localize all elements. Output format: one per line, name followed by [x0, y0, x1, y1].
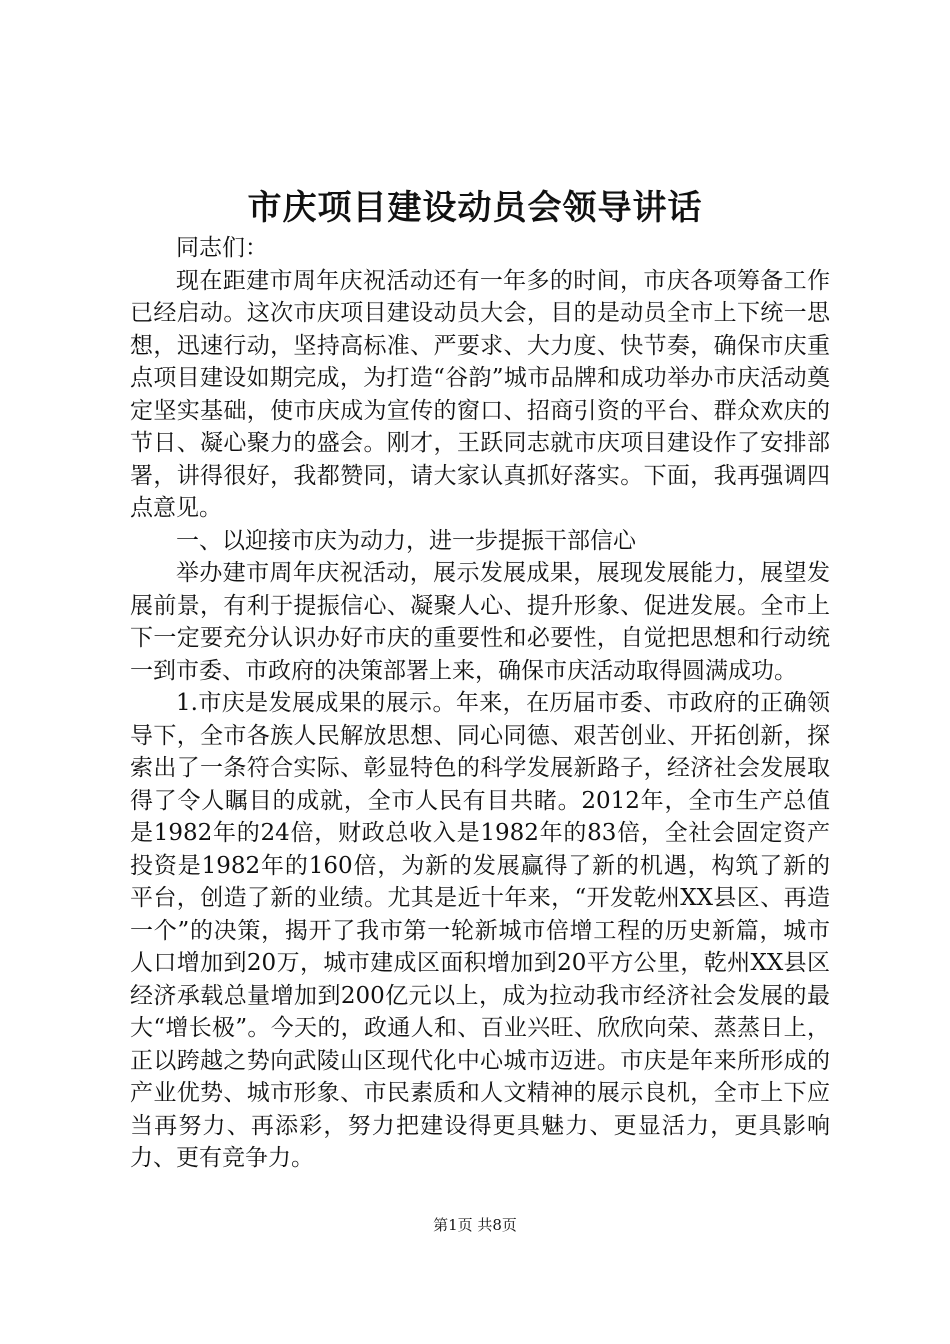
- paragraph-point-1: 1.市庆是发展成果的展示。年来，在历届市委、市政府的正确领导下，全市各族人民解放思想、同心同德、艰苦创业、开拓创新，探索出了一条符合实际、彰显特色的科学发展新路子，经济社会发展取得了令人瞩目的成就，全市人民有目共睹。2012年，全市生产总值是1982年的24倍，财政总收入是1982年的83倍，全社会固定资产投资是1982年的160倍，为新的发展赢得了新的机遇，构筑了新的平台，创造了新的业绩。尤其是近十年来，“开发乾州XX县区、再造一个”的决策，揭开了我市第一轮新城市倍增工程的历史新篇，城市人口增加到20万，城市建成区面积增加到20平方公里，乾州XX县区经济承载总量增加到200亿元以上，成为拉动我市经济社会发展的最大“增长极”。今天的，政通人和、百业兴旺、欣欣向荣、蒸蒸日上，正以跨越之势向武陵山区现代化中心城市迈进。市庆是年来所形成的产业优势、城市形象、市民素质和人文精神的展示良机，全市上下应当再努力、再添彩，努力把建设得更具魅力、更显活力，更具影响力、更有竞争力。: [130, 690, 830, 1171]
- greeting: 同志们：: [176, 235, 268, 261]
- paragraph-section-1: 举办建市周年庆祝活动，展示发展成果，展现发展能力，展望发展前景，有利于提振信心、凝聚人心、提升形象、促进发展。全市上下一定要充分认识办好市庆的重要性和必要性，自觉把思想和行动统一到市委、市政府的决策部署上来，确保市庆活动取得圆满成功。: [130, 560, 830, 684]
- page-footer: 第1页 共8页: [433, 1216, 517, 1234]
- paragraph-intro: 现在距建市周年庆祝活动还有一年多的时间，市庆各项筹备工作已经启动。这次市庆项目建设动员大会，目的是动员全市上下统一思想，迅速行动，坚持高标准、严要求、大力度、快节奏，确保市庆重点项目建设如期完成，为打造“谷韵”城市品牌和成功举办市庆活动奠定坚实基础，使市庆成为宣传的窗口、招商引资的平台、群众欢庆的节日、凝心聚力的盛会。刚才，王跃同志就市庆项目建设作了安排部署，讲得很好，我都赞同，请大家认真抓好落实。下面，我再强调四点意见。: [130, 267, 830, 521]
- document-title: 市庆项目建设动员会领导讲话: [247, 188, 703, 228]
- document-body: [130, 232, 830, 1175]
- section-heading-1: 一、以迎接市庆为动力，进一步提振干部信心: [176, 527, 636, 554]
